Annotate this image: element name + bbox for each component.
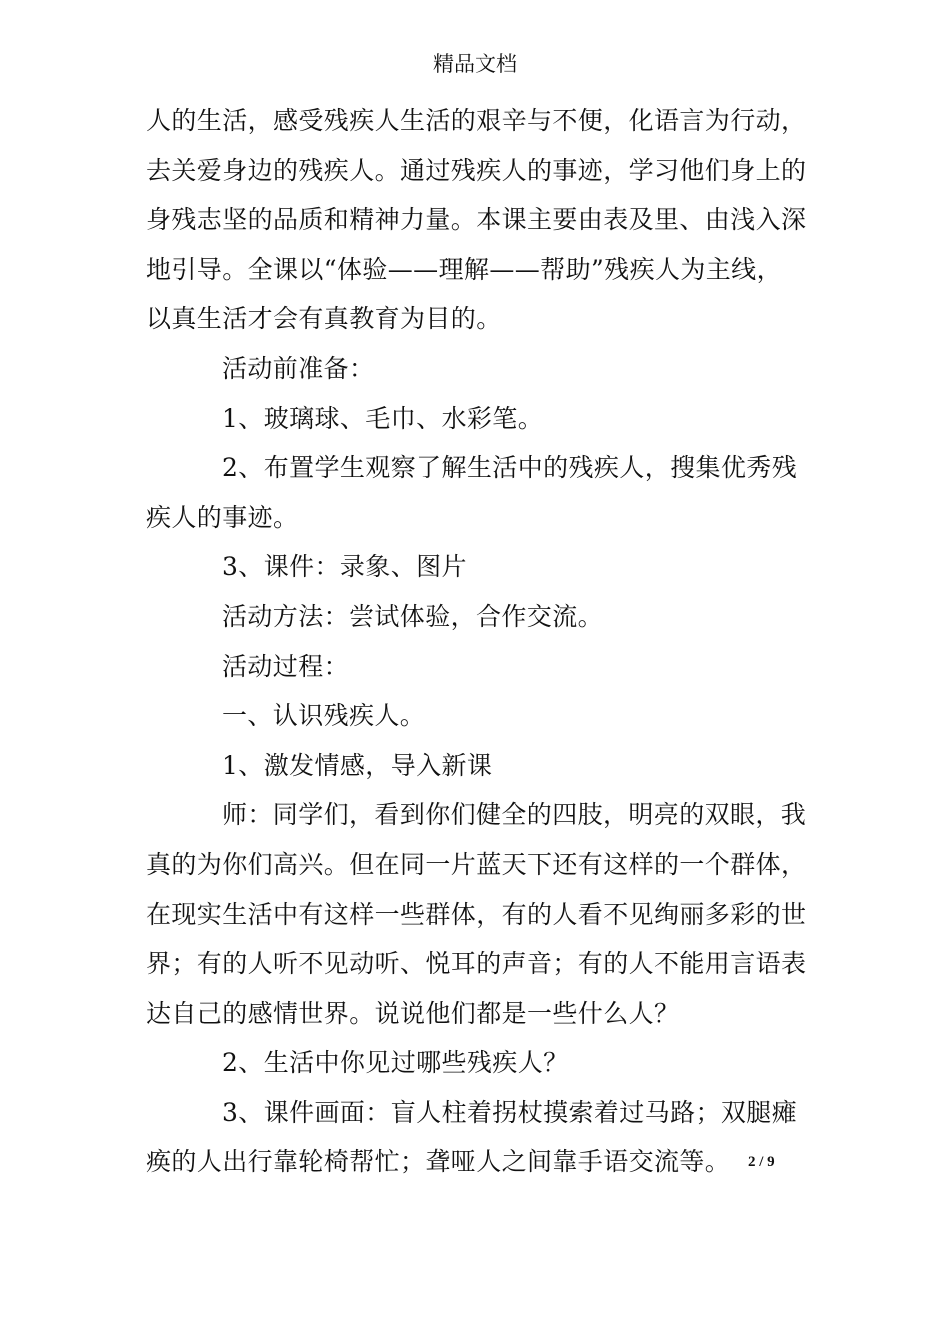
list-item: 3、课件画面：盲人柱着拐杖摸索着过马路；双腿瘫 bbox=[222, 1097, 798, 1127]
list-item: 3、课件：录象、图片 bbox=[222, 552, 467, 582]
section-heading-process: 活动过程： bbox=[222, 651, 350, 681]
section-heading-method: 活动方法：尝试体验，合作交流。 bbox=[222, 601, 604, 631]
list-item: 2、生活中你见过哪些残疾人？ bbox=[222, 1048, 569, 1078]
page-number: 2 / 9 bbox=[748, 1154, 775, 1170]
text-line: 地引导。全课以“体验——理解——帮助”残疾人为主线， bbox=[146, 254, 782, 284]
list-item: 1、玻璃球、毛巾、水彩笔。 bbox=[222, 403, 544, 433]
text-line: 疾人的事迹。 bbox=[146, 502, 299, 532]
text-line: 身残志坚的品质和精神力量。本课主要由表及里、由浅入深 bbox=[146, 205, 807, 235]
document-body bbox=[146, 96, 810, 1187]
text-line: 以真生活才会有真教育为目的。 bbox=[146, 304, 502, 334]
text-line: 界；有的人听不见动听、悦耳的声音；有的人不能用言语表 bbox=[146, 949, 807, 979]
list-item: 1、激发情感，导入新课 bbox=[222, 750, 493, 780]
page-header-title: 精品文档 bbox=[433, 52, 517, 76]
text-line: 去关爱身边的残疾人。通过残疾人的事迹，学习他们身上的 bbox=[146, 155, 807, 185]
text-line: 在现实生活中有这样一些群体，有的人看不见绚丽多彩的世 bbox=[146, 899, 807, 929]
paragraph-start: 师：同学们，看到你们健全的四肢，明亮的双眼，我 bbox=[222, 800, 807, 830]
section-heading-part-one: 一、认识残疾人。 bbox=[222, 701, 426, 731]
text-line: 达自己的感情世界。说说他们都是一些什么人？ bbox=[146, 998, 680, 1028]
text-line: 真的为你们高兴。但在同一片蓝天下还有这样的一个群体， bbox=[146, 849, 807, 879]
text-line: 痪的人出行靠轮椅帮忙；聋哑人之间靠手语交流等。 bbox=[146, 1147, 731, 1177]
section-heading-preparation: 活动前准备： bbox=[222, 353, 375, 383]
text-line: 人的生活，感受残疾人生活的艰辛与不便，化语言为行动， bbox=[146, 106, 807, 135]
list-item: 2、布置学生观察了解生活中的残疾人，搜集优秀残 bbox=[222, 453, 798, 483]
